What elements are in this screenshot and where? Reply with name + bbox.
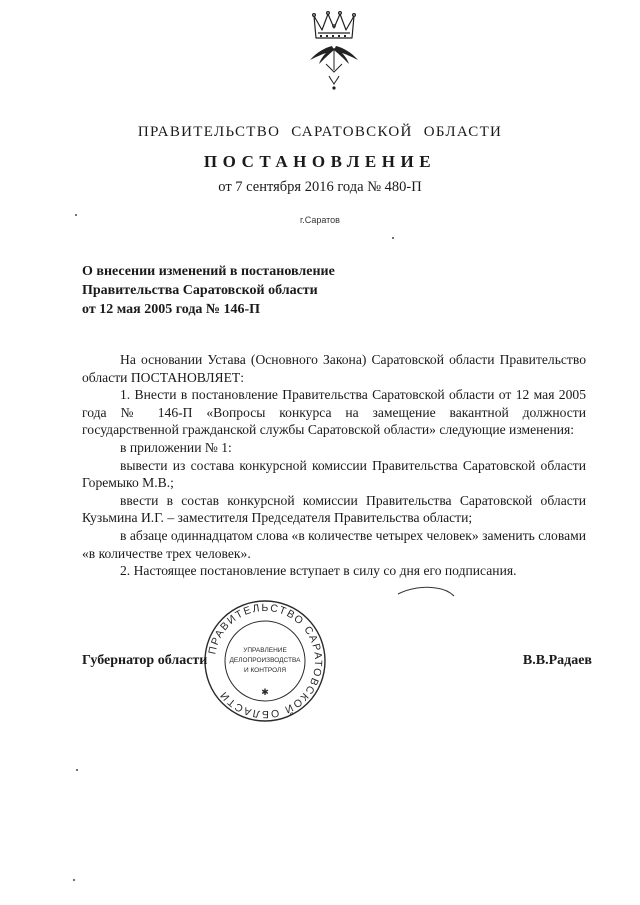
- subject-line: от 12 мая 2005 года № 146-П: [82, 302, 261, 317]
- stamp-star-icon: ✱: [261, 688, 269, 698]
- document-date-number: от 7 сентября 2016 года № 480-П: [218, 179, 422, 195]
- scan-speck: [73, 879, 75, 881]
- official-stamp: [202, 598, 328, 724]
- scan-speck: [392, 237, 394, 239]
- subject-line: О внесении изменений в постановление: [82, 264, 335, 279]
- body-paragraph: в абзаце одиннадцатом слова «в количестве четырех человек» заменить словами «в количестве трех человек».: [82, 527, 586, 561]
- scan-speck: [75, 214, 77, 216]
- document-body: [82, 351, 586, 580]
- subject-line: Правительства Саратовской области: [82, 283, 318, 298]
- city-label: г.Саратов: [300, 215, 340, 225]
- scan-speck: [76, 769, 78, 771]
- body-paragraph: 1. Внести в постановление Правительства Саратовской области от 12 мая 2005 года № 146-П «Вопросы конкурса на замещение вакантной должности государственной гражданской службы Саратовской области» следующие изменения:: [82, 387, 586, 438]
- saratov-emblem-icon: [296, 8, 372, 100]
- body-paragraph: На основании Устава (Основного Закона) Саратовской области Правительство области ПОСТАНОВЛЯЕТ:: [82, 352, 586, 385]
- stamp-inner-text: УПРАВЛЕНИЕ: [243, 647, 287, 654]
- stamp-inner-text: ДЕЛОПРОИЗВОДСТВА: [229, 657, 301, 664]
- handwritten-mark: [396, 580, 460, 602]
- signatory-name: В.В.Радаев: [522, 653, 592, 668]
- stamp-outer-text: ПРАВИТЕЛЬСТВО САРАТОВСКОЙ ОБЛАСТИ: [206, 601, 325, 721]
- body-paragraph: 2. Настоящее постановление вступает в силу со дня его подписания.: [120, 563, 517, 579]
- signatory-position: Губернатор области: [82, 653, 208, 668]
- document-subject: [82, 262, 442, 319]
- document-type-title: ПОСТАНОВЛЕНИЕ: [203, 152, 437, 171]
- body-paragraph: в приложении № 1:: [120, 439, 232, 455]
- body-paragraph: вывести из состава конкурсной комиссии Правительства Саратовской области Горемыко М.В.;: [82, 457, 586, 491]
- body-paragraph: ввести в состав конкурсной комиссии Правительства Саратовской области Кузьмина И.Г. – заместителя Председателя Правительства области;: [82, 492, 586, 526]
- stamp-inner-text: И КОНТРОЛЯ: [243, 667, 287, 674]
- government-name: ПРАВИТЕЛЬСТВО САРАТОВСКОЙ ОБЛАСТИ: [137, 124, 503, 140]
